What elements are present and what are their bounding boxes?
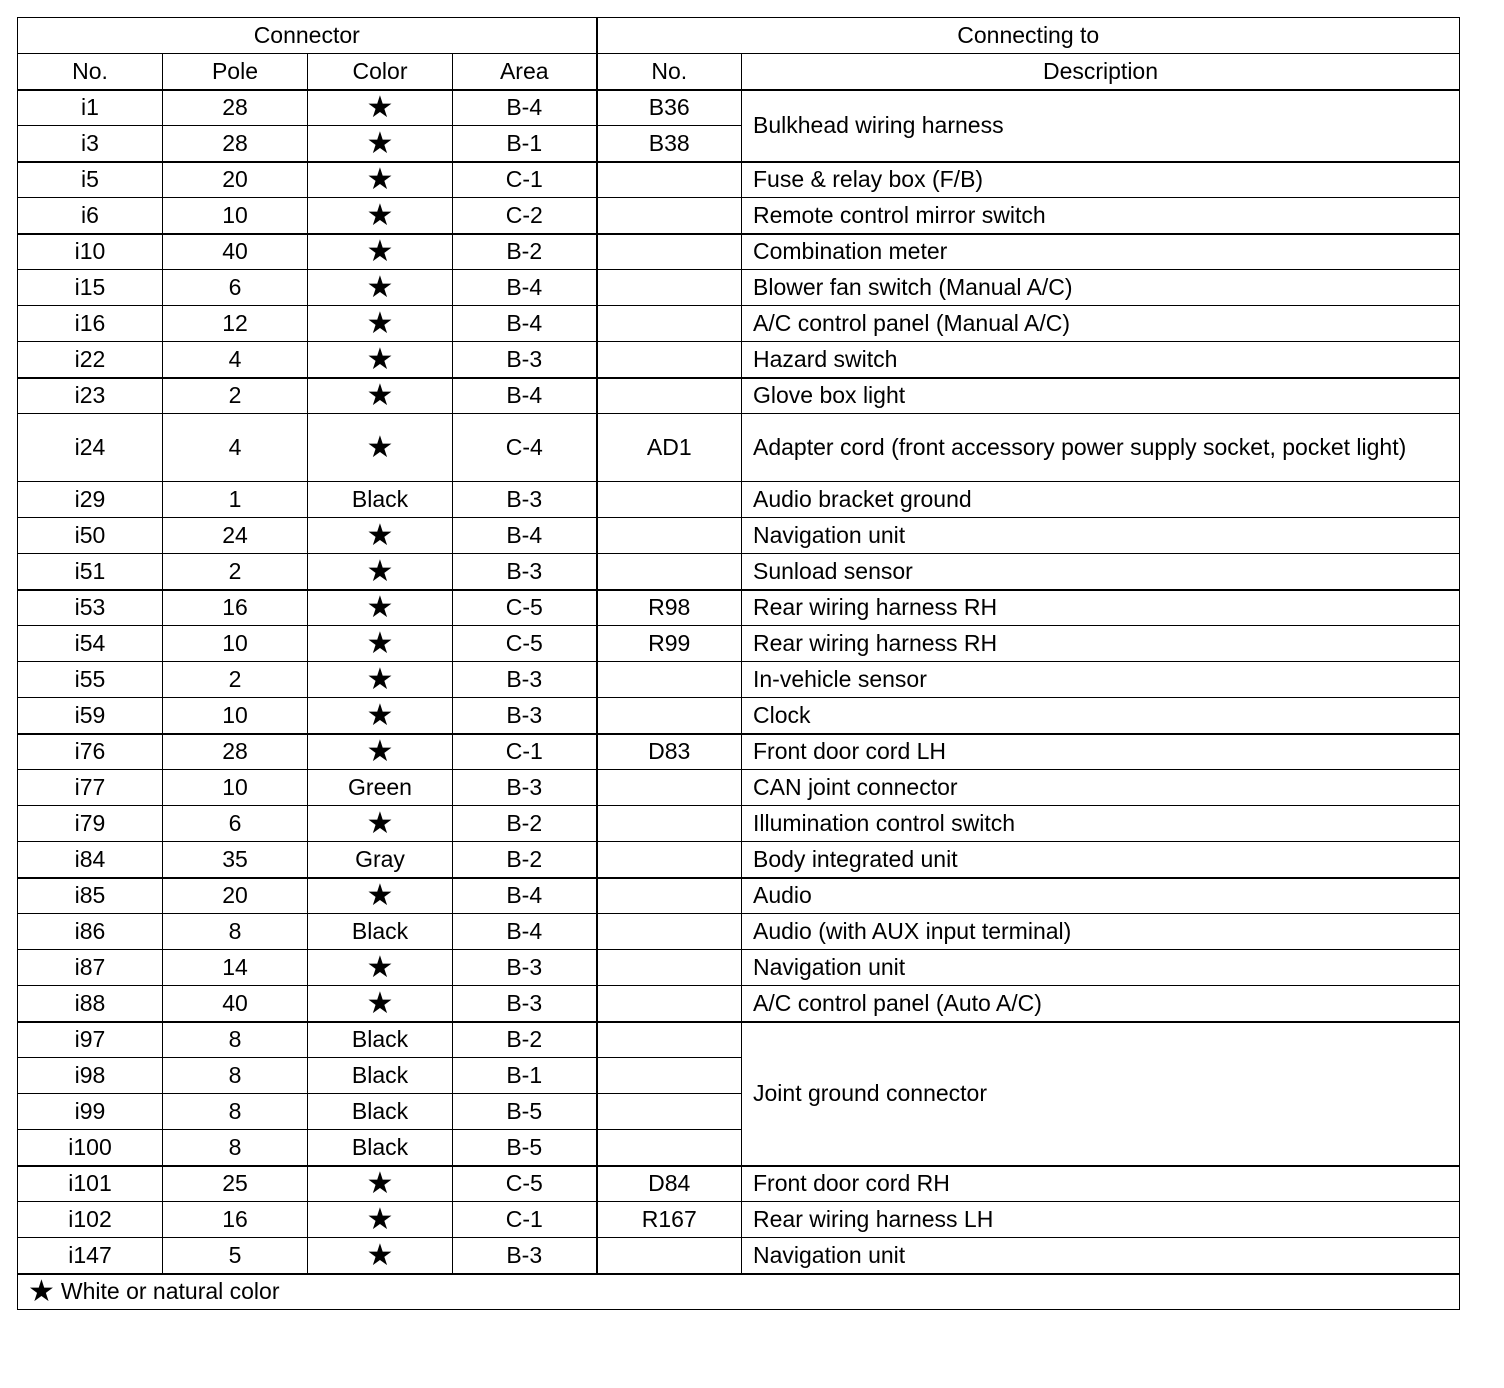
cell-description: Audio (with AUX input terminal) xyxy=(742,914,1460,950)
cell-area: B-2 xyxy=(453,842,597,878)
table-row xyxy=(18,950,1460,986)
cell-area: B-4 xyxy=(453,90,597,126)
star-icon: ★ xyxy=(308,414,453,482)
cell-pole: 10 xyxy=(163,770,308,806)
cell-description: Front door cord RH xyxy=(742,1166,1460,1202)
cell-area: B-2 xyxy=(453,806,597,842)
cell-color: Black xyxy=(308,1130,453,1166)
cell-no: i10 xyxy=(18,234,163,270)
cell-pole: 4 xyxy=(163,414,308,482)
table-row xyxy=(18,626,1460,662)
cell-to-no xyxy=(597,878,742,914)
cell-to-no xyxy=(597,1130,742,1166)
cell-pole: 40 xyxy=(163,986,308,1022)
cell-area: C-1 xyxy=(453,734,597,770)
cell-no: i3 xyxy=(18,126,163,162)
cell-pole: 4 xyxy=(163,342,308,378)
cell-color: Green xyxy=(308,770,453,806)
cell-no: i51 xyxy=(18,554,163,590)
table-row xyxy=(18,698,1460,734)
cell-area: C-4 xyxy=(453,414,597,482)
cell-to-no: D84 xyxy=(597,1166,742,1202)
cell-to-no: R167 xyxy=(597,1202,742,1238)
cell-pole: 14 xyxy=(163,950,308,986)
cell-pole: 2 xyxy=(163,554,308,590)
cell-area: B-4 xyxy=(453,270,597,306)
cell-no: i54 xyxy=(18,626,163,662)
table-row xyxy=(18,842,1460,878)
table-row xyxy=(18,90,1460,126)
col-header-no: No. xyxy=(18,54,163,90)
table-row xyxy=(18,1202,1460,1238)
star-icon: ★ xyxy=(308,734,453,770)
star-icon: ★ xyxy=(308,1166,453,1202)
cell-color: Black xyxy=(308,1022,453,1058)
cell-to-no xyxy=(597,950,742,986)
cell-no: i86 xyxy=(18,914,163,950)
cell-area: B-3 xyxy=(453,770,597,806)
cell-description: Navigation unit xyxy=(742,518,1460,554)
star-icon: ★ xyxy=(308,518,453,554)
cell-to-no: B36 xyxy=(597,90,742,126)
cell-no: i79 xyxy=(18,806,163,842)
cell-no: i16 xyxy=(18,306,163,342)
cell-area: B-3 xyxy=(453,662,597,698)
cell-to-no: AD1 xyxy=(597,414,742,482)
star-icon: ★ xyxy=(308,162,453,198)
table-row xyxy=(18,1022,1460,1058)
cell-area: B-3 xyxy=(453,986,597,1022)
star-icon: ★ xyxy=(308,878,453,914)
cell-area: B-3 xyxy=(453,342,597,378)
cell-pole: 16 xyxy=(163,1202,308,1238)
cell-no: i87 xyxy=(18,950,163,986)
cell-area: B-4 xyxy=(453,306,597,342)
table-row xyxy=(18,518,1460,554)
cell-no: i77 xyxy=(18,770,163,806)
cell-pole: 6 xyxy=(163,270,308,306)
table-row xyxy=(18,554,1460,590)
star-icon: ★ xyxy=(308,270,453,306)
cell-area: B-4 xyxy=(453,878,597,914)
cell-description: Sunload sensor xyxy=(742,554,1460,590)
cell-description: Navigation unit xyxy=(742,950,1460,986)
cell-description: Joint ground connector xyxy=(742,1022,1460,1166)
cell-area: B-4 xyxy=(453,914,597,950)
table-row xyxy=(18,342,1460,378)
cell-pole: 10 xyxy=(163,626,308,662)
cell-to-no xyxy=(597,914,742,950)
star-icon: ★ xyxy=(308,1238,453,1274)
cell-to-no xyxy=(597,806,742,842)
cell-to-no xyxy=(597,1094,742,1130)
col-header-pole: Pole xyxy=(163,54,308,90)
table-row xyxy=(18,986,1460,1022)
star-icon: ★ xyxy=(308,378,453,414)
cell-pole: 2 xyxy=(163,662,308,698)
column-header-row xyxy=(18,54,1460,90)
table-row xyxy=(18,1166,1460,1202)
cell-pole: 28 xyxy=(163,734,308,770)
connector-table xyxy=(17,17,1460,1310)
cell-to-no xyxy=(597,986,742,1022)
cell-no: i76 xyxy=(18,734,163,770)
group-header-row xyxy=(18,18,1460,54)
cell-no: i15 xyxy=(18,270,163,306)
cell-description: CAN joint connector xyxy=(742,770,1460,806)
col-header-area: Area xyxy=(453,54,597,90)
footnote-text: White or natural color xyxy=(60,1278,280,1305)
cell-to-no xyxy=(597,306,742,342)
star-icon: ★ xyxy=(308,590,453,626)
footnote-cell xyxy=(18,1274,1460,1310)
cell-description: Combination meter xyxy=(742,234,1460,270)
table-row xyxy=(18,198,1460,234)
cell-area: C-2 xyxy=(453,198,597,234)
table-row xyxy=(18,414,1460,482)
cell-pole: 20 xyxy=(163,878,308,914)
cell-no: i5 xyxy=(18,162,163,198)
cell-to-no: R98 xyxy=(597,590,742,626)
star-icon: ★ xyxy=(308,234,453,270)
cell-description: A/C control panel (Manual A/C) xyxy=(742,306,1460,342)
table-row xyxy=(18,1238,1460,1274)
footnote-row xyxy=(18,1274,1460,1310)
cell-to-no: B38 xyxy=(597,126,742,162)
cell-pole: 10 xyxy=(163,198,308,234)
table-row xyxy=(18,270,1460,306)
star-icon: ★ xyxy=(308,806,453,842)
cell-area: C-5 xyxy=(453,590,597,626)
table-row xyxy=(18,162,1460,198)
cell-to-no xyxy=(597,842,742,878)
cell-pole: 12 xyxy=(163,306,308,342)
star-icon: ★ xyxy=(308,554,453,590)
cell-no: i24 xyxy=(18,414,163,482)
cell-area: B-2 xyxy=(453,234,597,270)
connector-group-header: Connector xyxy=(18,18,597,54)
cell-area: B-5 xyxy=(453,1094,597,1130)
cell-to-no xyxy=(597,1058,742,1094)
star-icon: ★ xyxy=(308,626,453,662)
cell-no: i6 xyxy=(18,198,163,234)
cell-no: i85 xyxy=(18,878,163,914)
table-row xyxy=(18,770,1460,806)
star-icon: ★ xyxy=(308,198,453,234)
cell-no: i84 xyxy=(18,842,163,878)
table-row xyxy=(18,306,1460,342)
star-icon: ★ xyxy=(28,1275,55,1309)
cell-area: C-1 xyxy=(453,1202,597,1238)
cell-description: Rear wiring harness LH xyxy=(742,1202,1460,1238)
cell-no: i88 xyxy=(18,986,163,1022)
cell-to-no xyxy=(597,770,742,806)
cell-color: Black xyxy=(308,1058,453,1094)
table-row xyxy=(18,482,1460,518)
table-row xyxy=(18,590,1460,626)
cell-description: Clock xyxy=(742,698,1460,734)
cell-description: Adapter cord (front accessory power supply socket, pocket light) xyxy=(742,414,1460,482)
cell-no: i147 xyxy=(18,1238,163,1274)
cell-description: Bulkhead wiring harness xyxy=(742,90,1460,162)
star-icon: ★ xyxy=(308,306,453,342)
table-body xyxy=(18,90,1460,1274)
cell-to-no xyxy=(597,270,742,306)
cell-description: Glove box light xyxy=(742,378,1460,414)
cell-description: Hazard switch xyxy=(742,342,1460,378)
table-row xyxy=(18,806,1460,842)
cell-area: C-5 xyxy=(453,626,597,662)
cell-area: C-5 xyxy=(453,1166,597,1202)
cell-description: Audio bracket ground xyxy=(742,482,1460,518)
star-icon: ★ xyxy=(308,342,453,378)
cell-area: B-1 xyxy=(453,126,597,162)
cell-no: i53 xyxy=(18,590,163,626)
table-row xyxy=(18,662,1460,698)
cell-no: i97 xyxy=(18,1022,163,1058)
cell-to-no xyxy=(597,1238,742,1274)
col-header-color: Color xyxy=(308,54,453,90)
cell-pole: 2 xyxy=(163,378,308,414)
cell-no: i100 xyxy=(18,1130,163,1166)
cell-to-no xyxy=(597,518,742,554)
cell-to-no xyxy=(597,482,742,518)
cell-area: B-2 xyxy=(453,1022,597,1058)
cell-to-no xyxy=(597,662,742,698)
cell-description: Audio xyxy=(742,878,1460,914)
cell-no: i29 xyxy=(18,482,163,518)
star-icon: ★ xyxy=(308,950,453,986)
cell-area: C-1 xyxy=(453,162,597,198)
cell-to-no xyxy=(597,162,742,198)
cell-to-no xyxy=(597,234,742,270)
cell-no: i22 xyxy=(18,342,163,378)
cell-pole: 8 xyxy=(163,1094,308,1130)
cell-no: i99 xyxy=(18,1094,163,1130)
cell-to-no xyxy=(597,554,742,590)
table-row xyxy=(18,734,1460,770)
cell-no: i1 xyxy=(18,90,163,126)
cell-to-no xyxy=(597,378,742,414)
cell-no: i98 xyxy=(18,1058,163,1094)
cell-pole: 25 xyxy=(163,1166,308,1202)
cell-to-no: D83 xyxy=(597,734,742,770)
cell-area: B-4 xyxy=(453,378,597,414)
cell-description: Illumination control switch xyxy=(742,806,1460,842)
cell-color: Gray xyxy=(308,842,453,878)
cell-no: i23 xyxy=(18,378,163,414)
cell-area: B-3 xyxy=(453,554,597,590)
cell-description: Remote control mirror switch xyxy=(742,198,1460,234)
cell-description: Rear wiring harness RH xyxy=(742,626,1460,662)
cell-area: B-1 xyxy=(453,1058,597,1094)
cell-no: i101 xyxy=(18,1166,163,1202)
cell-pole: 24 xyxy=(163,518,308,554)
table-row xyxy=(18,378,1460,414)
connecting-to-group-header: Connecting to xyxy=(597,18,1460,54)
cell-no: i50 xyxy=(18,518,163,554)
table-row xyxy=(18,878,1460,914)
cell-color: Black xyxy=(308,482,453,518)
cell-to-no: R99 xyxy=(597,626,742,662)
cell-pole: 16 xyxy=(163,590,308,626)
cell-area: B-3 xyxy=(453,482,597,518)
star-icon: ★ xyxy=(308,986,453,1022)
cell-description: Rear wiring harness RH xyxy=(742,590,1460,626)
star-icon: ★ xyxy=(308,90,453,126)
cell-color: Black xyxy=(308,914,453,950)
star-icon: ★ xyxy=(308,1202,453,1238)
cell-description: Navigation unit xyxy=(742,1238,1460,1274)
cell-area: B-5 xyxy=(453,1130,597,1166)
star-icon: ★ xyxy=(308,698,453,734)
cell-area: B-4 xyxy=(453,518,597,554)
cell-pole: 6 xyxy=(163,806,308,842)
cell-area: B-3 xyxy=(453,1238,597,1274)
cell-pole: 8 xyxy=(163,1130,308,1166)
star-icon: ★ xyxy=(308,662,453,698)
cell-pole: 5 xyxy=(163,1238,308,1274)
cell-description: Blower fan switch (Manual A/C) xyxy=(742,270,1460,306)
table-row xyxy=(18,234,1460,270)
cell-to-no xyxy=(597,342,742,378)
cell-color: Black xyxy=(308,1094,453,1130)
col-header-to-no: No. xyxy=(597,54,742,90)
cell-to-no xyxy=(597,198,742,234)
cell-pole: 40 xyxy=(163,234,308,270)
cell-to-no xyxy=(597,1022,742,1058)
cell-pole: 8 xyxy=(163,914,308,950)
cell-no: i59 xyxy=(18,698,163,734)
cell-pole: 28 xyxy=(163,126,308,162)
cell-no: i55 xyxy=(18,662,163,698)
col-header-description: Description xyxy=(742,54,1460,90)
cell-pole: 35 xyxy=(163,842,308,878)
cell-pole: 10 xyxy=(163,698,308,734)
cell-description: Fuse & relay box (F/B) xyxy=(742,162,1460,198)
cell-pole: 28 xyxy=(163,90,308,126)
cell-pole: 8 xyxy=(163,1022,308,1058)
cell-pole: 8 xyxy=(163,1058,308,1094)
cell-no: i102 xyxy=(18,1202,163,1238)
cell-description: Body integrated unit xyxy=(742,842,1460,878)
cell-description: Front door cord LH xyxy=(742,734,1460,770)
cell-description: A/C control panel (Auto A/C) xyxy=(742,986,1460,1022)
cell-area: B-3 xyxy=(453,950,597,986)
table-row xyxy=(18,914,1460,950)
cell-pole: 1 xyxy=(163,482,308,518)
star-icon: ★ xyxy=(308,126,453,162)
cell-area: B-3 xyxy=(453,698,597,734)
cell-to-no xyxy=(597,698,742,734)
cell-pole: 20 xyxy=(163,162,308,198)
cell-description: In-vehicle sensor xyxy=(742,662,1460,698)
